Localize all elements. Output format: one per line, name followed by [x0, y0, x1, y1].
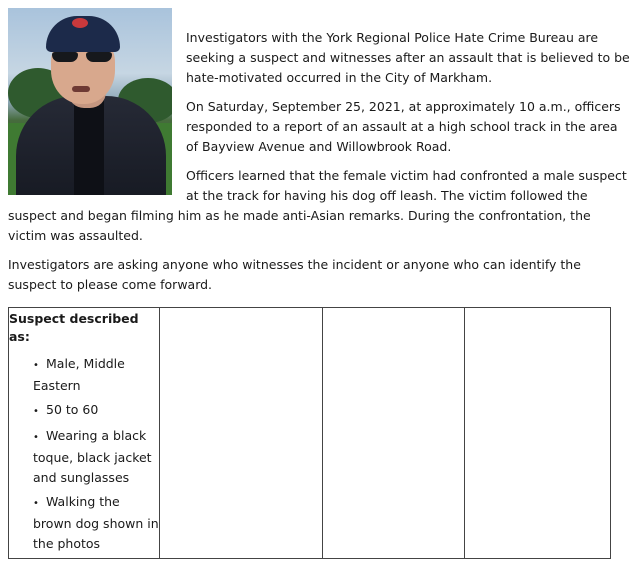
bullet-icon: • [33, 432, 39, 443]
suspect-table [8, 307, 611, 559]
suspect-photo [8, 8, 172, 195]
suspect-description-cell [9, 308, 160, 559]
suspect-trait: Walking the brown dog shown in the photos [33, 494, 159, 551]
list-item [33, 400, 159, 422]
empty-cell [323, 308, 465, 559]
paragraph-intro: Investigators with the York Regional Police Hate Crime Bureau are seeking a suspect and witnesses after an assault that is believed to be hate-motivated occurred in the City of Markham. [186, 30, 630, 85]
bullet-icon: • [33, 498, 39, 509]
paragraph-appeal: Investigators are asking anyone who witnesses the incident or anyone who can identify the suspect to please come forward. [8, 257, 581, 292]
empty-cell [465, 308, 611, 559]
suspect-description-list [9, 354, 159, 554]
bullet-icon: • [33, 406, 39, 417]
list-item [33, 426, 159, 488]
suspect-heading: Suspect described as: [9, 311, 139, 344]
empty-cell [160, 308, 323, 559]
bullet-icon: • [33, 360, 39, 371]
suspect-trait: Male, Middle Eastern [33, 356, 125, 393]
suspect-trait: Wearing a black toque, black jacket and sunglasses [33, 428, 152, 485]
list-item [33, 354, 159, 396]
list-item [33, 492, 159, 554]
paragraph-details: Officers learned that the female victim had confronted a male suspect at the track for having his dog off leash. The victim followed the suspect and began filming him as he made anti-Asian remarks. During the confrontation, the victim was assaulted. [8, 168, 627, 243]
suspect-trait: 50 to 60 [46, 402, 99, 417]
paragraph-incident: On Saturday, September 25, 2021, at approximately 10 a.m., officers responded to a report of an assault at a high school track in the area of Bayview Avenue and Willowbrook Road. [186, 99, 621, 154]
